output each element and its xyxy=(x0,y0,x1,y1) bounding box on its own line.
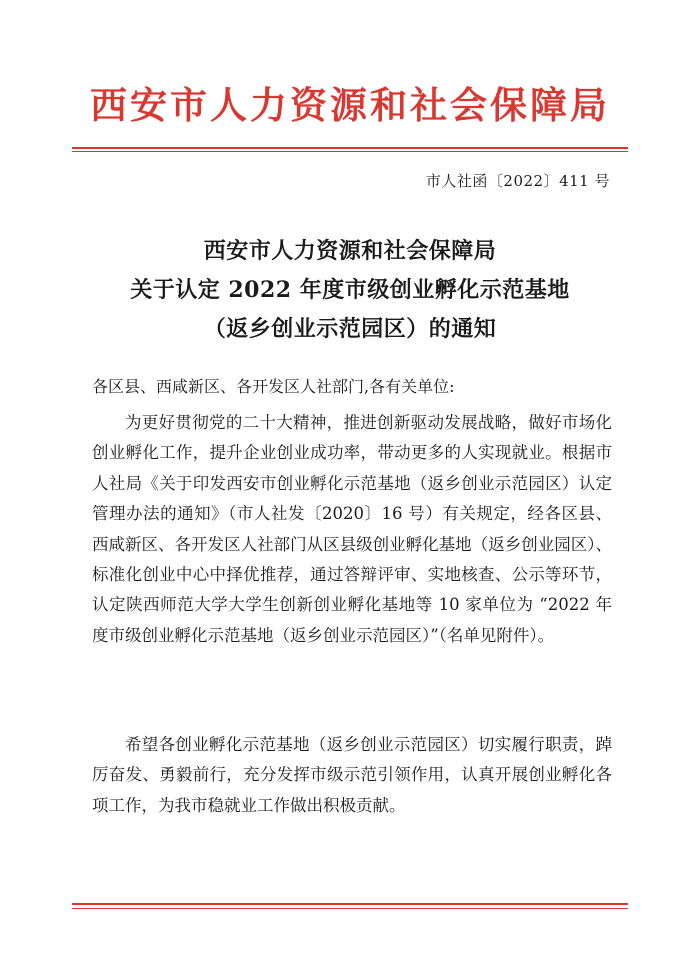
body-paragraph-1: 为更好贯彻党的二十大精神，推进创新驱动发展战略，做好市场化创业孵化工作，提升企业创业成功率，带动更多的人实现就业。根据市人社局《关于印发西安市创业孵化示范基地（返乡创业示范园区）认定管理办法的通知》（市人社发〔2020〕16 号）有关规定，经各区县、西咸新区、各开发区人社部门从区县级创业孵化基地（返乡创业园区）、标准化创业中心中择优推荐，通过答辩评审、实地核查、公示等环节，认定陕西师范大学大学生创新创业孵化基地等 10 家单位为 “2022 年度市级创业孵化示范基地（返乡创业示范园区）”（名单见附件）。 xyxy=(92,413,612,645)
header-rule-thick xyxy=(72,147,628,149)
organization-header: 西安市人力资源和社会保障局 xyxy=(90,83,610,127)
salutation: 各区县、西咸新区、各开发区人社部门,各有关单位: xyxy=(92,377,455,396)
footer-rule-thick xyxy=(72,903,628,905)
title-line-3: （返乡创业示范园区）的通知 xyxy=(203,316,497,342)
footer-rule-thin xyxy=(72,908,628,909)
body-paragraph-2: 希望各创业孵化示范基地（返乡创业示范园区）切实履行职责，踔厉奋发、勇毅前行，充分发挥市级示范引领作用，认真开展创业孵化各项工作，为我市稳就业工作做出积极贡献。 xyxy=(92,735,612,815)
header-rule-thin xyxy=(72,151,628,152)
title-line-1: 西安市人力资源和社会保障局 xyxy=(203,238,497,264)
document-number: 市人社函〔2022〕411 号 xyxy=(425,172,610,190)
title-line-2: 关于认定 2022 年度市级创业孵化示范基地 xyxy=(130,277,570,303)
